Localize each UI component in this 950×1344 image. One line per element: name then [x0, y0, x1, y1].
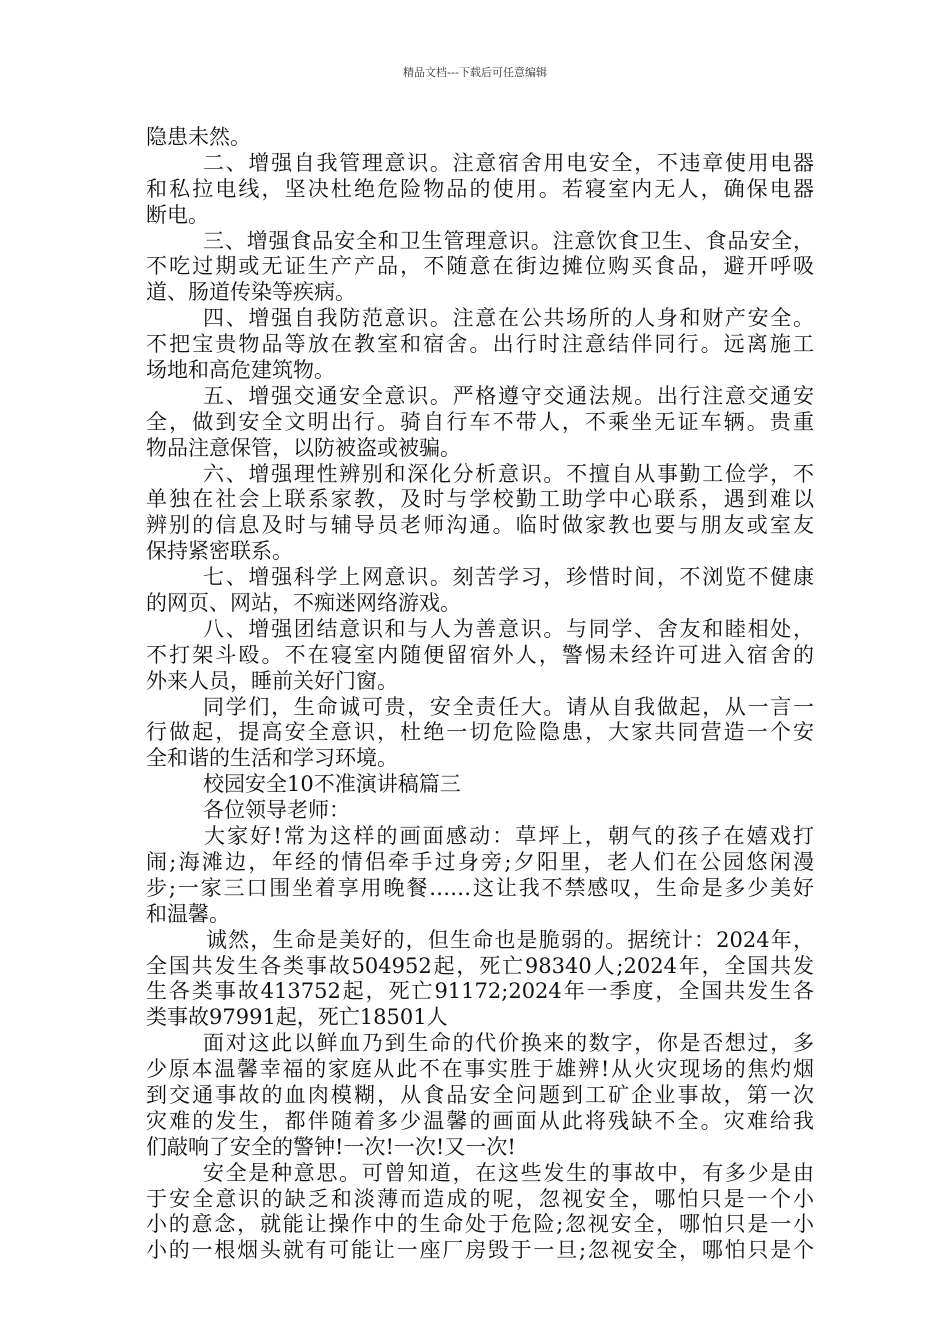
text-line: 同学们，生命诚可贵，安全责任大。请从自我做起，从一言一: [203, 694, 814, 719]
text-line: 三、增强食品安全和卫生管理意识。注意饮食卫生、食品安全，: [203, 228, 814, 253]
text-line: 类事故97991起，死亡18501人: [146, 1005, 448, 1030]
text-line: 闹;海滩边，年经的情侣牵手过身旁;夕阳里，老人们在公园悠闲漫: [146, 849, 814, 874]
document-body: [146, 125, 814, 1264]
text-line: 单独在社会上联系家教，及时与学校勤工助学中心联系，遇到难以: [146, 487, 814, 512]
text-line: 五、增强交通安全意识。严格遵守交通法规。出行注意交通安: [203, 383, 814, 408]
text-line: 步;一家三口围坐着享用晚餐……这让我不禁感叹，生命是多少美好: [146, 875, 814, 900]
text-line: 六、增强理性辨别和深化分析意识。不擅自从事勤工俭学，不: [203, 461, 814, 486]
text-line: 外来人员，睡前关好门窗。: [146, 668, 398, 693]
text-line: 不把宝贵物品等放在教室和宿舍。出行时注意结伴同行。远离施工: [146, 332, 814, 357]
text-line: 全和谐的生活和学习环境。: [146, 746, 398, 771]
text-line: 诚然，生命是美好的，但生命也是脆弱的。据统计：2024年，: [206, 927, 814, 952]
text-line: 隐患未然。: [146, 125, 251, 149]
text-line: 八、增强团结意识和与人为善意识。与同学、舍友和睦相处，: [203, 616, 814, 641]
text-line: 小的意念，就能让操作中的生命处于危险;忽视安全，哪怕只是一小: [146, 1212, 814, 1237]
text-line: 四、增强自我防范意识。注意在公共场所的人身和财产安全。: [203, 306, 814, 331]
text-line: 七、增强科学上网意识。刻苦学习，珍惜时间，不浏览不健康: [203, 565, 814, 590]
text-line: 和温馨。: [146, 901, 230, 926]
text-line: 于安全意识的缺乏和淡薄而造成的呢，忽视安全，哪怕只是一个小: [146, 1186, 814, 1211]
text-line: 面对这此以鲜血乃到生命的代价换来的数字，你是否想过，多: [203, 1031, 814, 1056]
text-line: 到交通事故的血肉模糊，从食品安全问题到工矿企业事故，第一次: [146, 1082, 814, 1107]
text-line: 断电。: [146, 202, 209, 227]
page-header: 精品文档---下载后可任意编辑: [403, 66, 547, 79]
text-line: 的网页、网站，不痴迷网络游戏。: [146, 591, 461, 616]
text-line: 行做起，提高安全意识，杜绝一切危险隐患，大家共同营造一个安: [146, 720, 814, 745]
text-line: 们敲响了安全的警钟!一次!一次!又一次!: [146, 1134, 516, 1159]
text-line: 小的一根烟头就有可能让一座厂房毁于一旦;忽视安全，哪怕只是个: [146, 1238, 814, 1263]
text-line: 全，做到安全文明出行。骑自行车不带人，不乘坐无证车辆。贵重: [146, 409, 814, 434]
text-line: 少原本温馨幸福的家庭从此不在事实胜于雄辨!从火灾现场的焦灼烟: [146, 1057, 814, 1082]
text-line: 灾难的发生，都伴随着多少温馨的画面从此将残缺不全。灾难给我: [146, 1108, 814, 1133]
text-line: 辨别的信息及时与辅导员老师沟通。临时做家教也要与朋友或室友: [146, 513, 814, 538]
text-line: 道、肠道传染等疾病。: [146, 280, 356, 305]
text-line: 大家好!常为这样的画面感动：草坪上，朝气的孩子在嬉戏打: [204, 824, 814, 849]
text-line: 不吃过期或无证生产产品，不随意在街边摊位购买食品，避开呼吸: [146, 254, 814, 279]
text-line: 安全是种意思。可曾知道，在这些发生的事故中，有多少是由: [203, 1160, 814, 1185]
text-line: 和私拉电线，坚决杜绝危险物品的使用。若寝室内无人，确保电器: [146, 176, 814, 201]
text-line: 生各类事故413752起，死亡91172;2024年一季度，全国共发生各: [146, 979, 814, 1004]
text-line: 物品注意保管，以防被盗或被骗。: [146, 435, 461, 460]
text-line: 保持紧密联系。: [146, 539, 293, 564]
text-line: 二、增强自我管理意识。注意宿舍用电安全，不违章使用电器: [203, 150, 814, 175]
text-line: 场地和高危建筑物。: [146, 358, 335, 383]
text-line: 各位领导老师：: [203, 798, 350, 823]
text-line: 全国共发生各类事故504952起，死亡98340人;2024年，全国共发: [146, 953, 814, 978]
text-line: 校园安全10不准演讲稿篇三: [203, 772, 461, 797]
text-line: 不打架斗殴。不在寝室内随便留宿外人，警惕未经许可进入宿舍的: [146, 642, 814, 667]
